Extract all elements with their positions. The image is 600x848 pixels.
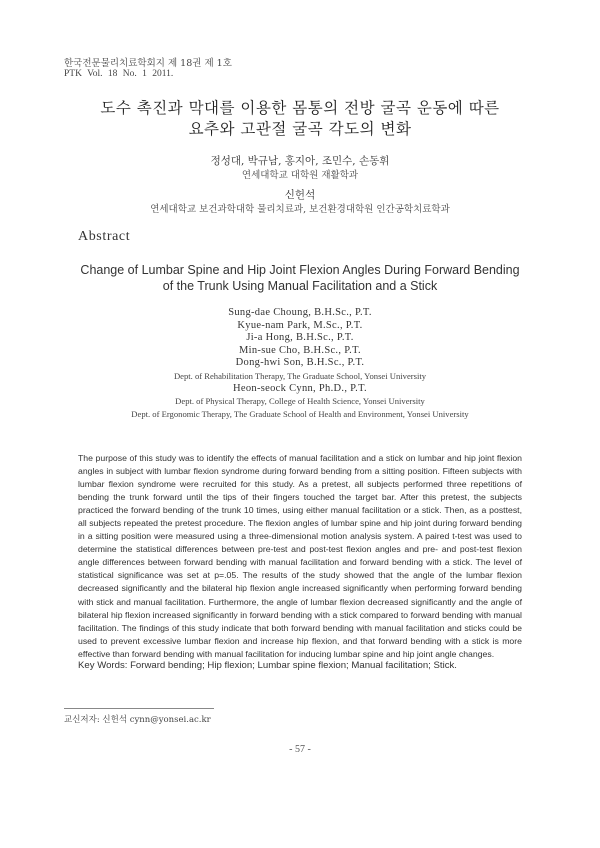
page-number: - 57 - <box>289 744 311 755</box>
korean-affiliation-1: 연세대학교 대학원 재활학과 <box>241 170 359 181</box>
english-title <box>40 262 560 294</box>
abstract-body: The purpose of this study was to identify the effects of manual facilitation and a stick on lumbar and hip joint flexion angles in subject with lumbar flexion syndrome during forward bending from a sitting position. Fifteen subjects with lumbar flexion syndrome were recruited for this study. As a pretest, all subjects performed three repetitions of bending the trunk forward until the tips of their fingers touched the target bar. After this pretest, the subjects practiced the forward bending of the trunk 10 times, using either manual facilitation or a stick. Then, as a posttest, all subjects repeated the pretest procedure. The flexion angles of lumbar spine and hip joint during forward bending in a sitting position were measured using a three-dimensional motion analysis system. A paired t-test was used to determine the statistical differences between pre-test and post-test flexion angles and pre- and post-test flexion angle differences between forward bending with manual facilitation and forward bending with a stick. The level of statistical significance was set at p=.05. The results of the study showed that the angle of the lumbar flexion decreased significantly and the bilateral hip flexion angle increased significantly when performing forward bending with stick and manual facilitation. Furthermore, the angle of lumbar flexion decreased significantly and the angle of bilateral hip flexion increased significantly in forward bending with a stick compared to forward bending with manual facilitation. The findings of this study indicate that both forward bending with manual facilitation and sticks could be used to prevent excessive lumbar flexion and increase hip flexion, and that forward bending with a stick is more effective than forward bending with manual facilitation for inducing lumbar spine and hip joint angle changes. <box>78 453 522 659</box>
english-corresponding-author: Heon-seock Cynn, Ph.D., P.T. <box>233 382 367 394</box>
journal-citation: PTK Vol. 18 No. 1 2011. <box>64 69 174 79</box>
english-affiliation-1: Dept. of Rehabilitation Therapy, The Graduate School, Yonsei University <box>173 370 427 381</box>
korean-affiliation-2: 연세대학교 보건과학대학 물리치료과, 보건환경대학원 인간공학치료학과 <box>150 204 450 215</box>
abstract-heading: Abstract <box>78 229 131 244</box>
english-author: Min-sue Cho, B.H.Sc., P.T. <box>239 344 361 356</box>
korean-title-line-1: 도수 촉진과 막대를 이용한 몸통의 전방 굴곡 운동에 따른 <box>100 99 500 117</box>
english-affiliation-3: Dept. of Ergonomic Therapy, The Graduate School of Health and Environment, Yonsei University <box>131 408 469 419</box>
korean-corresponding-author: 신헌석 <box>284 189 316 201</box>
english-title-line-1: Change of Lumbar Spine and Hip Joint Flexion Angles During Forward Bending <box>80 263 520 277</box>
corresponding-author-footnote: 교신저자: 신헌석 cynn@yonsei.ac.kr <box>64 715 211 725</box>
korean-authors: 정성대, 박규남, 홍지아, 조민수, 손동휘 <box>210 155 390 167</box>
english-title-line-2: of the Trunk Using Manual Facilitation and a Stick <box>162 279 438 293</box>
footnote-divider <box>64 708 214 709</box>
keywords: Key Words: Forward bending; Hip flexion; Lumbar spine flexion; Manual facilitation; Stick. <box>78 660 457 671</box>
english-author-block <box>0 307 600 420</box>
journal-name-korean: 한국전문물리치료학회지 제 18권 제 1호 <box>64 58 232 69</box>
english-author: Ji-a Hong, B.H.Sc., P.T. <box>246 332 354 344</box>
korean-title <box>0 98 600 140</box>
english-author: Dong-hwi Son, B.H.Sc., P.T. <box>235 357 365 369</box>
english-affiliation-2: Dept. of Physical Therapy, College of Health Science, Yonsei University <box>175 396 425 407</box>
korean-title-line-2: 요추와 고관절 굴곡 각도의 변화 <box>188 120 412 138</box>
english-author: Kyue-nam Park, M.Sc., P.T. <box>237 319 363 331</box>
english-author: Sung-dae Choung, B.H.Sc., P.T. <box>228 307 372 318</box>
